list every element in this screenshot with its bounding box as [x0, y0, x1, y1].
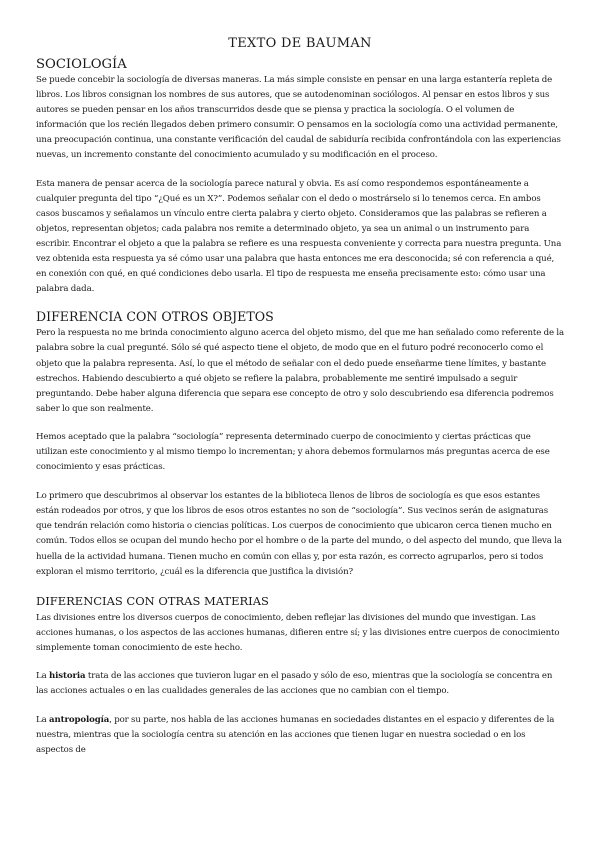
section-heading-diferencias-materias: DIFERENCIAS CON OTRAS MATERIAS [36, 593, 269, 608]
section-heading-diferencia-objetos: DIFERENCIA CON OTROS OBJETOS [36, 309, 274, 325]
text-fragment: trata de las acciones que tuvieron lugar en el pasado y sólo de eso, mientras que la sociología se concentra en las acciones actuales o en las cualidades generales de las acciones que no cambian con el tiempo. [36, 671, 553, 697]
text-fragment: , por su parte, nos habla de las acciones humanas en sociedades distantes en el espacio y diferentes de la nuestra, mientras que la sociología centra su atención en las acciones que tienen lugar en nuestra sociedad o en los aspectos de [36, 715, 555, 756]
paragraph: Se puede concebir la sociología de diversas maneras. La más simple consiste en pensar en una larga estantería repleta de libros. Los libros consignan los nombres de sus autores, que se autodenominan sociólogos. Al pensar en estos libros y sus autores se pueden pensar en los años transcurridos desde que se piensa y practica la sociología. O el volumen de información que los recién llegados deben primero consumir. O pensamos en la sociología como una actividad permanente, una preocupación continua, una constante verificación del caudal de sabiduría recibida confrontándola con las experiencias nuevas, un incremento constante del conocimiento acumulado y su modificación en el proceso. [36, 75, 561, 161]
section-sociologia [36, 57, 564, 297]
document-title: TEXTO DE BAUMAN [228, 36, 372, 51]
text-fragment: La [36, 671, 50, 681]
paragraph-antropologia [36, 713, 564, 758]
paragraph: Pero la respuesta no me brinda conocimiento alguno acerca del objeto mismo, del que me han señalado como referente de la palabra sobre la cual pregunté. Sólo sé qué aspecto tiene el objeto, de modo que en el futuro podré reconocerlo como el objeto que la palabra representa. Así, lo que el método de señalar con el dedo puede enseñarme tiene límites, y bastante estrechos. Habiendo descubierto a qué objeto se refiere la palabra, probablemente me sentiré impulsado a seguir preguntando. Debe haber alguna diferencia que separa ese concepto de otro y solo descubriendo esa diferencia podremos saber lo que son realmente. [36, 328, 564, 414]
section-diferencia-objetos [36, 309, 564, 579]
bold-term-antropologia: antropología [49, 715, 110, 726]
paragraph: Las divisiones entre los diversos cuerpos de conocimiento, deben reflejar las divisiones del mundo que investigan. Las acciones humanas, o los aspectos de las acciones humanas, difieren entre sí; y las divisiones entre cuerpos de conocimiento simplemente toman conocimiento de este hecho. [36, 612, 560, 653]
paragraph: Hemos aceptado que la palabra “sociología” representa determinado cuerpo de conocimiento y ciertas prácticas que utilizan este conocimiento y al mismo tiempo lo incrementan; y ahora debemos formularnos más preguntas acerca de ese conocimiento y esas prácticas. [36, 431, 550, 473]
paragraph: Lo primero que descubrimos al observar los estantes de la biblioteca llenos de libros de sociología es que esos estantes están rodeados por otros, y que los libros de esos otros estantes no son de “sociología”. Sus vecinos serán de asignaturas que tendrán relación como historia o ciencias políticas. Los cuerpos de conocimiento que ubicaron cerca tienen mucho en común. Todos ellos se ocupan del mundo hecho por el hombre o de la parte del mundo, o del aspecto del mundo, que lleva la huella de la actividad humana. Tienen mucho en común con ellas y, por esta razón, es correcto agruparlos, pero si todos exploran el mismo territorio, ¿cuál es la diferencia que justifica la división? [36, 491, 562, 577]
section-diferencias-materias [36, 594, 564, 759]
paragraph: Esta manera de pensar acerca de la sociología parece natural y obvia. Es así como respondemos espontáneamente a cualquier pregunta del tipo “¿Qué es un X?”. Podemos señalar con el dedo o mostrárselo si lo tenemos cerca. En ambos casos buscamos y señalamos un vínculo entre cierta palabra y cierto objeto. Consideramos que las palabras se refieren a objetos, representan objetos; cada palabra nos remite a determinado objeto, ya sea un animal o un instrumento para escribir. Encontrar el objeto a que la palabra se refiere es una respuesta conveniente y correcta para nuestra pregunta. Una vez obtenida esta respuesta ya sé cómo usar una palabra que hasta entonces me era desconocida; sé con referencia a qué, en conexión con qué, en qué condiciones debo usarla. El tipo de respuesta me enseña precisamente esto: cómo usar una palabra dada. [36, 178, 562, 295]
text-fragment: La [36, 715, 50, 726]
paragraph-historia [36, 669, 564, 699]
bold-term-historia: historia [49, 671, 86, 681]
section-heading-sociologia: SOCIOLOGÍA [36, 57, 127, 72]
